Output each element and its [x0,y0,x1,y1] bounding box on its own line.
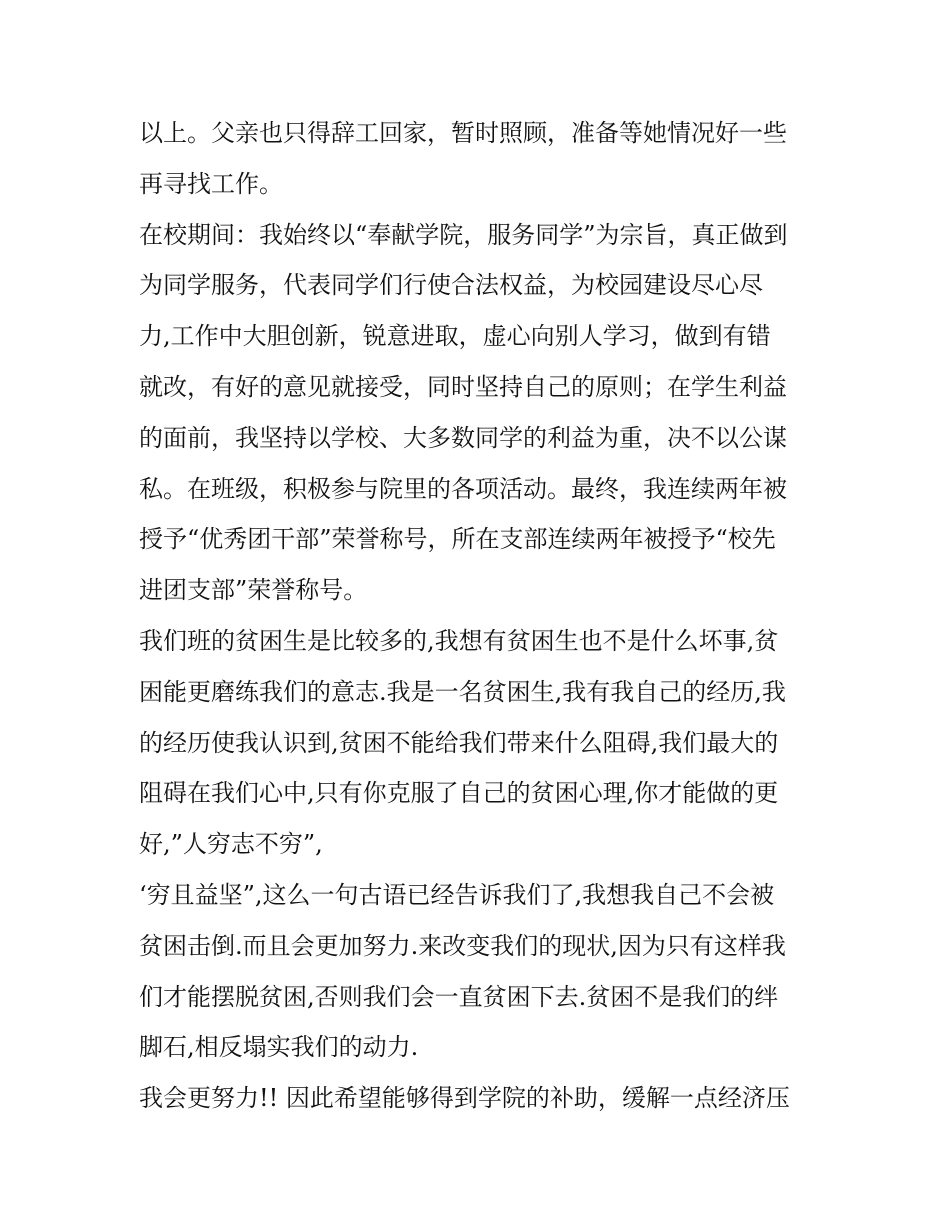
text-line: 授予“优秀团干部”荣誉称号，所在支部连续两年被授予“校先 [139,525,776,554]
text-line: 的面前，我坚持以学校、大多数同学的利益为重，决不以公谋 [139,423,787,452]
text-line: 困能更磨练我们的意志.我是一名贫困生,我有我自己的经历,我 [139,677,786,706]
text-line: 再寻找工作。 [139,169,283,198]
text-line: 我会更努力!! 因此希望能够得到学院的补助，缓解一点经济压 [139,1084,790,1113]
text-line: ‘穷且益坚”,这么一句古语已经告诉我们了,我想我自己不会被 [139,880,775,909]
text-line: 在校期间：我始终以“奉献学院，服务同学”为宗旨，真正做到 [139,220,788,249]
text-line: 力,工作中大胆创新，锐意进取，虚心向别人学习，做到有错 [139,322,771,351]
text-line: 我们班的贫困生是比较多的,我想有贫困生也不是什么坏事,贫 [139,626,779,655]
text-line: 脚石,相反塌实我们的动力. [139,1033,419,1062]
document-body [139,108,819,1124]
text-line: 为同学服务，代表同学们行使合法权益，为校园建设尽心尽 [139,271,763,300]
text-line: 进团支部”荣誉称号。 [139,576,368,605]
text-line: 的经历使我认识到,贫困不能给我们带来什么阻碍,我们最大的 [139,728,779,757]
text-line: 阻碍在我们心中,只有你克服了自己的贫困心理,你才能做的更 [139,779,779,808]
text-line: 贫困击倒.而且会更加努力.来改变我们的现状,因为只有这样我 [139,931,786,960]
text-line: 就改，有好的意见就接受，同时坚持自己的原则；在学生利益 [139,372,787,401]
text-line: 们才能摆脱贫困,否则我们会一直贫困下去.贫困不是我们的绊 [139,982,779,1011]
text-line: 私。在班级，积极参与院里的各项活动。最终，我连续两年被 [139,474,787,503]
text-line: 以上。父亲也只得辞工回家，暂时照顾，准备等她情况好一些 [139,119,787,147]
text-line: 好,”人穷志不穷”, [139,830,323,859]
